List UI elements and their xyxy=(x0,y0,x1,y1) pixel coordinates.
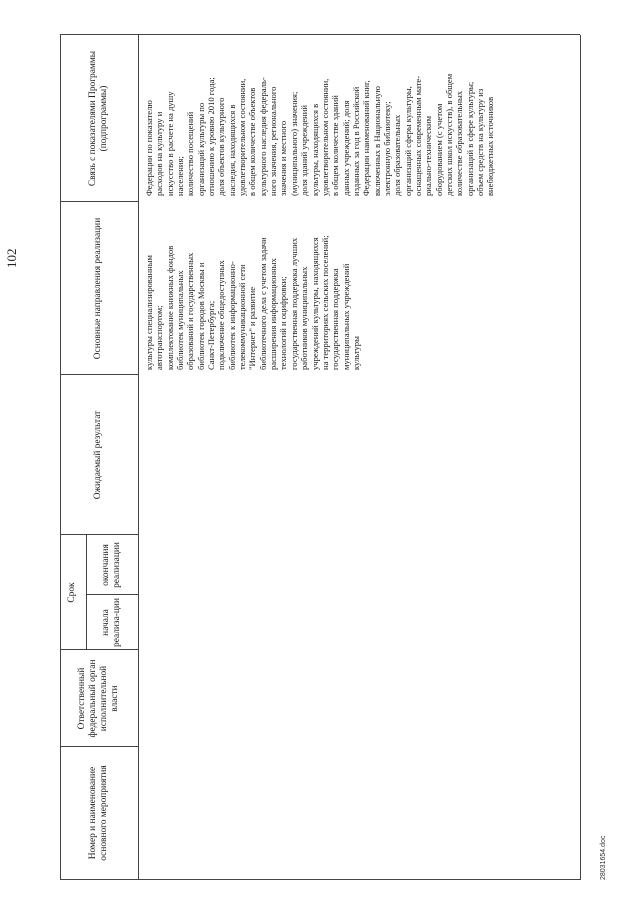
header-number-name: Номер и наименование основного мероприятия xyxy=(87,765,109,861)
rotated-page xyxy=(4,35,607,880)
col-sep-1 xyxy=(60,746,138,747)
page-number: 102 xyxy=(4,248,19,268)
header-expected-result: Ожидаемый результат xyxy=(93,410,104,500)
srok-divider xyxy=(86,535,87,650)
header-end: окончания реализации xyxy=(100,542,122,588)
header-directions: Основные направления реализации xyxy=(93,217,104,360)
col-sep-6 xyxy=(60,201,138,202)
table-border-bottom xyxy=(580,35,581,880)
results-table xyxy=(60,35,580,880)
indicators-text: Федерации по показателю расходов на культуру и искусство в расчете на душу населения; количество посещений организаций культуры по отношению к уровню 2010 года; доля объектов культурного наследия, находящихся в удовлетворительном состоянии, в общем количестве объектов культурного наследия федераль- ного значения, регионального значения и местного (муниципального) значения; доля зданий учреждений культуры, находящихся в удовлетворительном состоянии, в общем количестве зданий данных учреждений; доля изданных за год в Российской Федерации наименований книг, включенных в Национальную электронную библиотеку; доля образовательных организаций сферы культуры, оснащенных современным мате- риально-техническим оборудованием (с учетом детских школ искусств), в общем количестве образовательных организаций в сфере культуры; объем средств на культуру из внебюджетных источников xyxy=(144,73,496,196)
col-sep-3 xyxy=(86,594,138,595)
header-divider xyxy=(138,35,139,880)
header-indicators: Связь с показателями Программы (подпрограммы) xyxy=(87,50,109,187)
header-responsible: Ответственный федеральный орган исполнительной власти xyxy=(76,659,121,738)
directions-text: культуры специализированным автотранспортом; комплектование книжных фондов библиотек муниципальных образований и государственных библиотек городов Москвы и Санкт-Петербурга; подключение общедоступных библиотек к информационно- телекоммуникационной сети "Интернет" и развитие библиотечного дела с учетом задачи расширения информационных технологий и оцифровки; государственная поддержка лучших работников муниципальных учреждений культуры, находящихся на территориях сельских поселений; государственная поддержка муниципальных учреждений культуры xyxy=(144,235,361,370)
header-start: начала реализа-ции xyxy=(100,598,122,647)
header-srok: Срок xyxy=(67,582,78,603)
col-sep-5 xyxy=(60,374,138,375)
table-border-top xyxy=(60,35,61,880)
col-sep-4 xyxy=(60,534,138,535)
col-sep-2 xyxy=(60,649,138,650)
document-id: 28031654.doc xyxy=(600,835,607,880)
